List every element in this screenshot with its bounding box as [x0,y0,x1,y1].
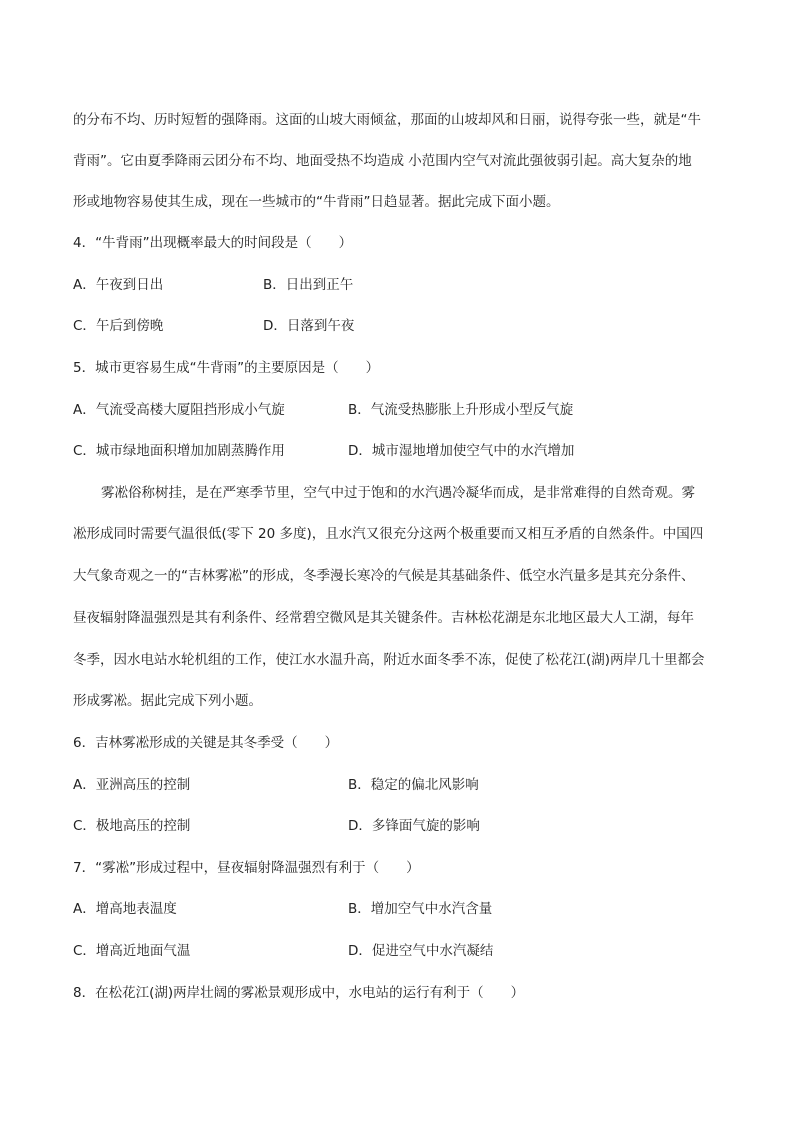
passage2-line-1: 雾凇俗称树挂，是在严寒季节里，空气中过于饱和的水汽遇冷凝华而成，是非常难得的自然奇观。雾 [101,485,695,501]
question-5-option-a: A．气流受高楼大厦阻挡形成小气旋 [73,402,285,418]
passage2-line-2: 凇形成同时需要气温很低(零下 20 多度)，且水汽又很充分这两个极重要而又相互矛盾的自然条件。中国四 [73,526,704,542]
question-7-option-b: B．增加空气中水汽含量 [348,901,493,917]
question-6-stem: 6．吉林雾凇形成的关键是其冬季受（ ） [73,735,339,751]
question-6-option-d: D．多锋面气旋的影响 [348,818,480,834]
question-4-option-c: C．午后到傍晚 [73,318,164,334]
question-4-option-d: D．日落到午夜 [263,318,355,334]
question-5-option-c: C．城市绿地面积增加加剧蒸腾作用 [73,443,285,459]
question-5-option-b: B．气流受热膨胀上升形成小型反气旋 [348,402,574,418]
question-7-stem: 7．“雾凇”形成过程中，昼夜辐射降温强烈有利于（ ） [73,860,420,876]
question-7-option-a: A．增高地表温度 [73,901,177,917]
passage2-line-3: 大气象奇观之一的“吉林雾凇”的形成，冬季漫长寒冷的气候是其基础条件、低空水汽量多是其充分条件、 [73,568,695,584]
question-8-stem: 8．在松花江(湖)两岸壮阔的雾凇景观形成中，水电站的运行有利于（ ） [73,985,525,1001]
passage1-line-2: 背雨”。它由夏季降雨云团分布不均、地面受热不均造成 小范围内空气对流此强彼弱引起。高大复杂的地 [73,153,692,169]
question-5-stem: 5．城市更容易生成“牛背雨”的主要原因是（ ） [73,360,380,376]
question-6-option-c: C．极地高压的控制 [73,818,191,834]
question-4-option-a: A．午夜到日出 [73,277,164,293]
question-7-option-d: D．促进空气中水汽凝结 [348,943,494,959]
passage2-line-4: 昼夜辐射降温强烈是其有利条件、经常碧空微风是其关键条件。吉林松花湖是东北地区最大人工湖，每年 [73,610,694,626]
passage1-line-1: 的分布不均、历时短暂的强降雨。这面的山坡大雨倾盆，那面的山坡却风和日丽，说得夸张一些，就是“牛 [73,112,701,128]
question-5-option-d: D．城市湿地增加使空气中的水汽增加 [348,443,575,459]
passage1-line-3: 形或地物容易使其生成，现在一些城市的“牛背雨”日趋显著。据此完成下面小题。 [73,194,560,210]
question-4-option-b: B．日出到正午 [263,277,354,293]
question-4-stem: 4．“牛背雨”出现概率最大的时间段是（ ） [73,235,353,251]
question-6-option-b: B．稳定的偏北风影响 [348,777,479,793]
question-7-option-c: C．增高近地面气温 [73,943,191,959]
passage2-line-5: 冬季，因水电站水轮机组的工作，使江水水温升高，附近水面冬季不冻，促使了松花江(湖)两岸几十里都会 [73,652,705,668]
passage2-line-6: 形成雾凇。据此完成下列小题。 [73,693,262,709]
question-6-option-a: A．亚洲高压的控制 [73,777,191,793]
